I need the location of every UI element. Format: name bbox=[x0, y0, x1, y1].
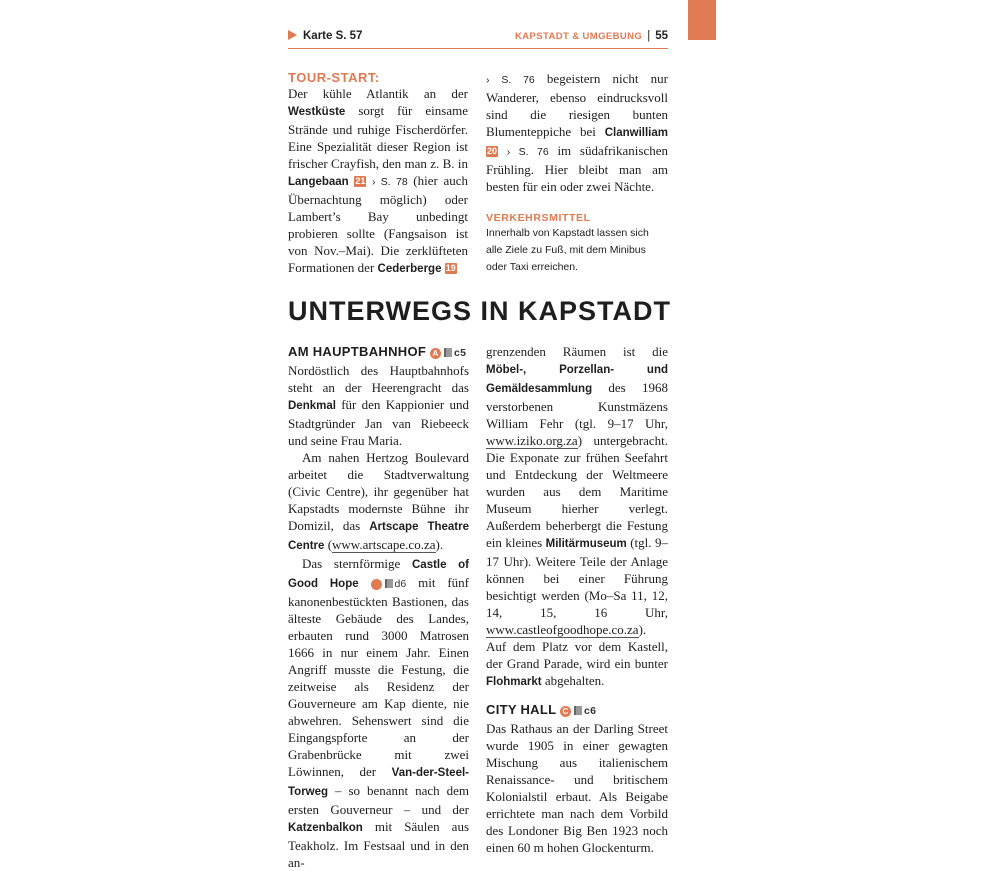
page-header bbox=[288, 30, 668, 49]
city-hall-paragraph: Das Rathaus an der Darling Street wurde 1905 in einer gewagten Mischung aus italienischem Renaissance- und britischem Kolonialstil erbaut. Als Beigabe errichtete man nach dem Vorbild des Londoner Big Ben 1923 noch einen 60 m hohen Glockenturm. bbox=[486, 721, 668, 855]
map-marker-c[interactable]: C bbox=[560, 706, 571, 717]
tour-continued-column bbox=[486, 70, 668, 276]
castle-continued-column bbox=[486, 343, 668, 856]
sight-number-badge[interactable]: 19 bbox=[445, 263, 456, 273]
sight-number-badge[interactable]: 20 bbox=[487, 146, 498, 156]
chapter-tab-marker bbox=[688, 0, 716, 40]
map-icon bbox=[574, 706, 582, 715]
tour-start-text: Der kühle Atlantik an der Westküste sorgt für einsame Strände und ruhige Fischerdörfer. Eine Spezialität dieser Region ist frischer Crayfish, den man z. B. in Langebaan 21 › S. 78 (hier auch Übernachtung möglich) oder Lambert’s Bay unbedingt probieren sollte (Fangsaison ist von Nov.–Mai). Die zerklüfteten Formationen der Cederberge 19 bbox=[288, 86, 468, 275]
map-icon bbox=[385, 579, 393, 588]
sight-number-badge[interactable]: 21 bbox=[355, 176, 366, 186]
transport-text: Innerhalb von Kapstadt lassen sich alle Ziele zu Fuß, mit dem Minibus oder Taxi erreichen. bbox=[486, 227, 649, 273]
map-reference[interactable]: Karte S. 57 bbox=[288, 30, 362, 42]
map-marker-b[interactable] bbox=[371, 579, 382, 590]
page-reference[interactable]: › S. 78 bbox=[371, 176, 408, 188]
section-title: KAPSTADT & UMGEBUNG bbox=[514, 31, 643, 42]
castle-link[interactable]: www.castleofgoodhope.co.za bbox=[486, 622, 639, 637]
chapter-title: UNTERWEGS IN KAPSTADT bbox=[288, 296, 672, 326]
iziko-link[interactable]: www.iziko.org.za bbox=[486, 433, 578, 448]
tour-continued-text: › S. 76 begeistern nicht nur Wanderer, ebenso eindrucksvoll sind die riesigen bunten Blumenteppiche bei Clanwilliam 20 › S. 76 im südafrikanischen Frühling. Hier bleibt man am besten für ein oder zwei Nächte. bbox=[486, 71, 669, 194]
hauptbahnhof-heading: AM HAUPTBAHNHOF A c5 bbox=[288, 344, 467, 359]
hauptbahnhof-paragraph: Nordöstlich des Hauptbahnhofs steht an der Heerengracht das Denkmal für den Kappionier und Stadtgründer Jan van Riebeeck und seine Frau Maria. bbox=[288, 363, 469, 448]
artscape-link[interactable]: www.artscape.co.za bbox=[332, 537, 436, 552]
tour-start-column bbox=[288, 70, 468, 278]
arrow-icon bbox=[288, 30, 297, 40]
page-reference[interactable]: › S. 76 bbox=[486, 74, 535, 86]
city-hall-heading: CITY HALL C c6 bbox=[486, 702, 597, 717]
transport-title: VERKEHRSMITTEL bbox=[486, 212, 591, 224]
map-icon bbox=[444, 348, 452, 357]
tour-start-title: TOUR-START: bbox=[288, 70, 380, 85]
page-reference[interactable]: › S. 76 bbox=[506, 146, 549, 158]
running-head: KAPSTADT & UMGEBUNG | 55 bbox=[514, 30, 668, 42]
page-number: 55 bbox=[655, 30, 668, 42]
civic-centre-paragraph: Am nahen Hertzog Boulevard arbeitet die Stadtverwaltung (Civic Centre), ihr gegenüber hat Kapstadts modernste Bühne ihr Domizil, das Artscape Theatre Centre (www.artscape.co.za). bbox=[288, 450, 469, 552]
collection-paragraph: grenzenden Räumen ist die Möbel-, Porzellan- und Gemäldesammlung des 1968 verstorbenen Kunstmäzens William Fehr (tgl. 9–17 Uhr, www.iziko.org.za) untergebracht. Die Exponate zur frühen Seefahrt und Entdeckung der Weltmeere wurden aus dem Maritime Museum hierher verlegt. Außerdem beherbergt die Festung ein kleines Militärmuseum (tgl. 9–17 Uhr). Weitere Teile der Anlage können bei einer Führung besichtigt werden (Mo–Sa 11, 12, 14, 15, 16 Uhr, www.castleofgoodhope.co.za). Auf dem Platz vor dem Kastell, der Grand Parade, wird ein bunter Flohmarkt abgehalten. bbox=[486, 344, 668, 688]
hauptbahnhof-column bbox=[288, 343, 469, 871]
castle-paragraph: Das sternförmige Castle of Good Hope d6 mit fünf kanonenbestückten Bastionen, das älteste Gebäude des Landes, erbauten rund 3000 Matrosen 1666 in nur einem Jahr. Einen Angriff musste die Festung, die zeitweise als Residenz der Gouverneure am Kap diente, nie abwehren. Sehenswert sind die Eingangspforte an der Grabenbrücke mit zwei Löwinnen, der Van-der-Steel-Torweg – so benannt nach dem ersten Gouverneur – und der Katzenbalkon mit Säulen aus Teakholz. Im Festsaal und in den an- bbox=[288, 556, 470, 870]
map-marker-a[interactable]: A bbox=[430, 348, 441, 359]
